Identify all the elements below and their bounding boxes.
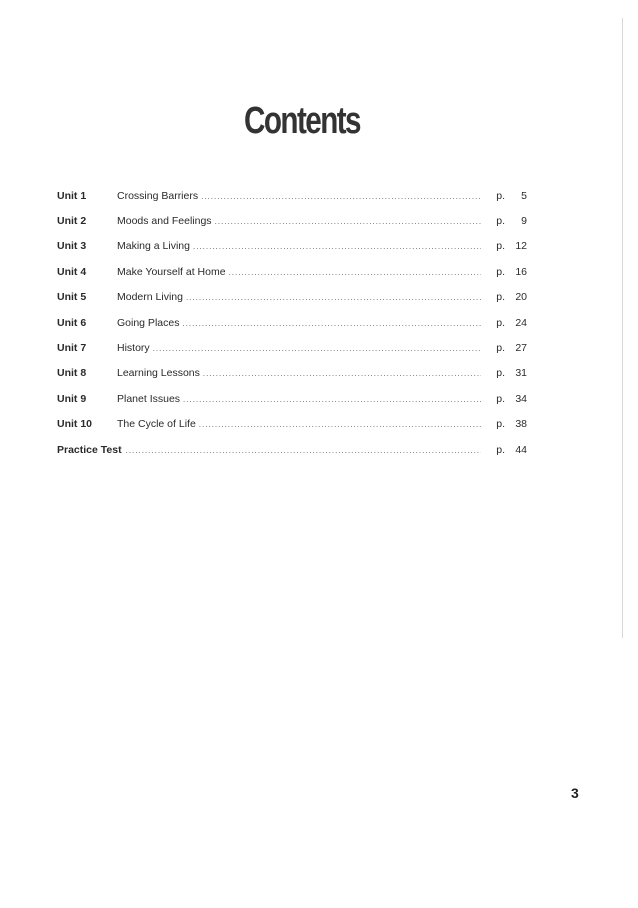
toc-page-prefix: p.: [496, 240, 505, 253]
toc-leader-dots: [215, 215, 481, 227]
toc-leader-dots: [199, 418, 481, 430]
toc-unit-title: Planet Issues: [117, 392, 181, 405]
toc-leader-dots: [201, 190, 481, 202]
toc-page-prefix: p.: [496, 443, 505, 456]
toc-row-unit-10: [57, 412, 527, 437]
toc-unit-label: Unit 7: [57, 342, 87, 355]
toc-leader-dots: [153, 342, 481, 354]
toc-unit-label: Unit 4: [57, 265, 87, 278]
toc-row-unit-3: [57, 234, 527, 259]
toc-unit-title: Crossing Barriers: [117, 189, 199, 202]
toc-page-prefix: p.: [496, 418, 505, 431]
toc-unit-title: Learning Lessons: [117, 367, 200, 380]
toc-leader-dots: [229, 266, 481, 278]
toc-unit-title: Moods and Feelings: [117, 215, 212, 228]
toc-unit-title: Making a Living: [117, 240, 190, 253]
toc-page-prefix: p.: [496, 392, 505, 405]
toc-page-prefix: p.: [496, 342, 505, 355]
page-edge-line: [622, 18, 623, 638]
toc-leader-dots: [182, 317, 481, 329]
toc-row-unit-9: [57, 386, 527, 411]
toc-page-number: 5: [521, 189, 527, 202]
toc-page-number: 27: [515, 342, 527, 355]
toc-unit-title: History: [117, 342, 150, 355]
toc-unit-label: Unit 1: [57, 189, 87, 202]
toc-page-number: 34: [515, 392, 527, 405]
toc-unit-title: Modern Living: [117, 291, 183, 304]
toc-row-unit-1: [57, 183, 527, 208]
toc-page-number: 31: [515, 367, 527, 380]
toc-page-prefix: p.: [496, 265, 505, 278]
toc-row-unit-6: [57, 310, 527, 335]
toc-unit-title: Make Yourself at Home: [117, 265, 226, 278]
toc-page-prefix: p.: [496, 316, 505, 329]
toc-practice-label: Practice Test: [57, 443, 122, 456]
toc-leader-dots: [126, 444, 481, 456]
toc-unit-label: Unit 2: [57, 215, 87, 228]
toc-unit-title: Going Places: [117, 316, 180, 329]
toc-leader-dots: [203, 367, 481, 379]
toc-leader-dots: [193, 240, 481, 252]
toc-unit-label: Unit 5: [57, 291, 87, 304]
toc-page-prefix: p.: [496, 215, 505, 228]
toc-unit-label: Unit 9: [57, 392, 87, 405]
toc-row-unit-4: [57, 259, 527, 284]
toc-unit-label: Unit 8: [57, 367, 87, 380]
toc-leader-dots: [183, 393, 481, 405]
toc-page-number: 12: [515, 240, 527, 253]
toc-unit-title: The Cycle of Life: [117, 418, 196, 431]
page-number: 3: [571, 785, 579, 801]
toc-row-unit-8: [57, 361, 527, 386]
toc-page-prefix: p.: [496, 291, 505, 304]
toc-row-unit-2: [57, 208, 527, 233]
toc-unit-label: Unit 3: [57, 240, 87, 253]
toc-row-unit-5: [57, 285, 527, 310]
toc-page-number: 16: [515, 265, 527, 278]
toc-unit-label: Unit 10: [57, 418, 93, 431]
toc-leader-dots: [186, 291, 481, 303]
toc-page-number: 44: [515, 443, 527, 456]
toc-page-number: 24: [515, 316, 527, 329]
toc-page-number: 9: [521, 215, 527, 228]
toc-page-prefix: p.: [496, 189, 505, 202]
toc-page-prefix: p.: [496, 367, 505, 380]
toc-row-unit-7: [57, 335, 527, 360]
toc-row-practice-test: [57, 437, 527, 462]
toc-page-number: 20: [515, 291, 527, 304]
page-title: Contents: [244, 100, 360, 142]
toc-unit-label: Unit 6: [57, 316, 87, 329]
table-of-contents: [57, 183, 527, 462]
toc-page-number: 38: [515, 418, 527, 431]
